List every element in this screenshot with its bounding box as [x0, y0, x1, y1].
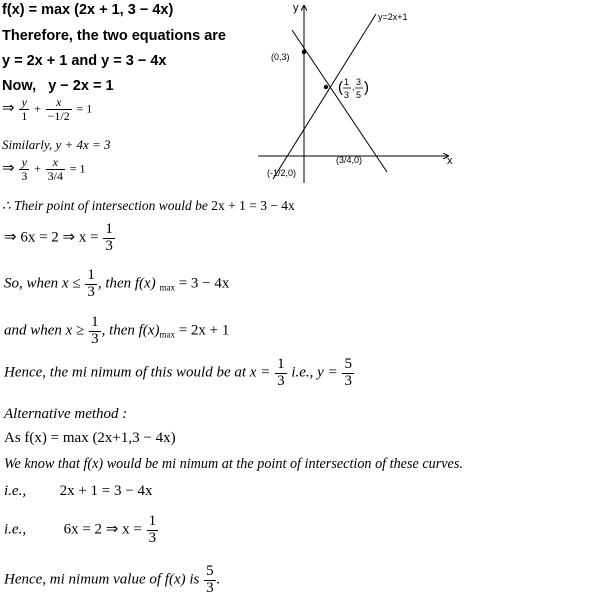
rhs: = 1	[69, 161, 86, 176]
plus: +	[34, 101, 41, 116]
point-0-3	[302, 50, 306, 54]
line-two-equations: y = 2x + 1 and y = 3 − 4x	[2, 53, 167, 69]
implies-arrow: ⇒	[2, 100, 15, 117]
denominator: 5	[356, 90, 362, 100]
line-point-of-intersection	[2, 198, 295, 214]
line-ie-1	[4, 483, 152, 500]
denominator: −1/2	[47, 108, 70, 123]
text: .	[216, 571, 221, 588]
numerator: 1	[344, 77, 350, 87]
numerator: 5	[344, 356, 352, 372]
fraction	[85, 268, 97, 301]
denominator: 3	[91, 330, 99, 347]
implies-arrow: ⇒	[2, 160, 15, 177]
point-label-three-quarters: (3/4,0)	[336, 155, 363, 165]
y-axis-label: y	[293, 2, 299, 14]
line-label: y=2x+1	[378, 12, 408, 22]
line-now	[2, 78, 114, 94]
denominator: 3	[87, 283, 95, 300]
text: ∴ Their point of intersection would be	[2, 198, 208, 213]
text: So, when x ≤	[4, 275, 81, 292]
equation: y + 4x = 3	[55, 137, 111, 152]
fraction	[46, 156, 65, 182]
denominator: 3	[277, 372, 285, 389]
denominator: 1	[21, 108, 28, 123]
numerator: 1	[87, 267, 95, 283]
numerator: 5	[206, 563, 214, 579]
line-3-minus-4x	[292, 30, 387, 172]
text: Similarly,	[2, 137, 53, 152]
text: , then f(x)	[101, 322, 160, 339]
fraction	[19, 96, 29, 122]
line-similarly	[2, 137, 111, 153]
line-when-less	[4, 268, 229, 301]
fraction	[19, 156, 29, 182]
close-paren: )	[364, 79, 369, 96]
point-intersection	[324, 85, 328, 89]
open-paren: (	[338, 79, 343, 96]
plus: +	[34, 161, 41, 176]
numerator: 1	[148, 513, 157, 529]
line-therefore: Therefore, the two equations are	[2, 28, 226, 44]
text: = 3 − 4x	[178, 275, 230, 292]
line-intercept-form-1	[2, 96, 92, 122]
denominator: 3/4	[47, 168, 63, 183]
text: i.e.,	[4, 483, 27, 499]
fraction	[204, 564, 216, 597]
denominator: 3	[148, 529, 157, 546]
denominator: 3	[344, 372, 352, 389]
text: Hence, the mi nimum of this would be at x =	[4, 364, 271, 381]
x-axis-label: x	[447, 155, 453, 167]
line-hence-minimum	[4, 357, 355, 390]
denominator: 3	[206, 579, 214, 596]
subscript: max	[159, 282, 175, 293]
line-as-f: As f(x) = max (2x+1,3 − 4x)	[4, 430, 176, 446]
numerator: x	[46, 96, 72, 110]
point-label-intersection	[338, 77, 369, 100]
intersection-graph	[250, 0, 460, 190]
rhs: = 1	[76, 101, 93, 116]
line-when-greater	[4, 315, 229, 348]
fraction	[147, 514, 159, 547]
text: Hence, mi nimum value of f(x) is	[4, 571, 200, 588]
text: , then f(x)	[97, 275, 156, 292]
text: i.e., y =	[291, 364, 338, 381]
text: Now,	[2, 78, 37, 94]
numerator: 1	[91, 314, 99, 330]
line-alternative-method: Alternative method :	[4, 406, 128, 422]
numerator: 3	[356, 77, 362, 87]
point-label-neg-half: (-1/2,0)	[267, 168, 297, 178]
denominator: 3	[21, 168, 28, 183]
text: = 2x + 1	[178, 322, 230, 339]
line-function-definition	[2, 2, 173, 18]
numerator: x	[46, 156, 65, 170]
numerator: 1	[277, 356, 285, 372]
equation: 6x = 2 ⇒ x =	[63, 521, 142, 538]
fraction	[89, 315, 101, 348]
point-label-0-3: (0,3)	[271, 52, 290, 62]
equation: 2x + 1 = 3 − 4x	[211, 198, 295, 213]
line-intercept-form-2	[2, 156, 85, 182]
text: i.e.,	[4, 521, 27, 538]
numerator: y	[19, 96, 29, 110]
equation: y − 2x = 1	[48, 78, 114, 94]
text: ⇒ 6x = 2 ⇒ x =	[4, 229, 99, 246]
denominator: 3	[105, 237, 113, 254]
comma: ,	[352, 82, 355, 92]
numerator: 1	[105, 221, 113, 237]
subscript: max	[159, 329, 175, 340]
fraction	[342, 357, 354, 390]
fraction	[275, 357, 287, 390]
line-solve-x	[4, 222, 116, 255]
text: and when x ≥	[4, 322, 85, 339]
denominator: 3	[344, 90, 350, 100]
equation: 2x + 1 = 3 − 4x	[59, 483, 153, 499]
fraction	[103, 222, 115, 255]
fraction	[46, 96, 72, 122]
line-ie-2	[4, 514, 159, 547]
line-minimum-value	[4, 564, 220, 597]
numerator: y	[19, 156, 29, 170]
line-we-know: We know that f(x) would be mi nimum at the point of intersection of these curves.	[4, 456, 463, 472]
text: f(x) = max (2x + 1, 3 − 4x)	[2, 2, 174, 18]
